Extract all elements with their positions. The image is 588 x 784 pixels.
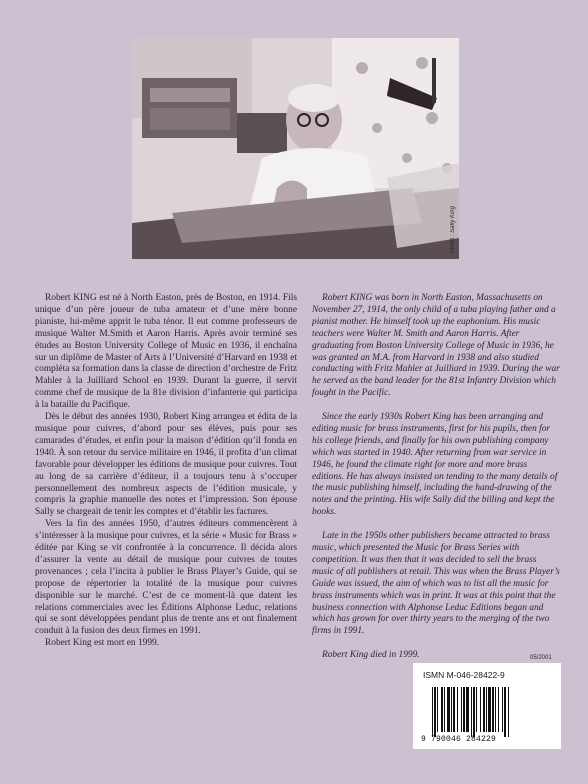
barcode-block [413, 663, 561, 749]
english-paragraph: Robert KING was born in North Easton, Massachusetts on November 27, 1914, the only child of a tuba playing father and a pianist mother. He himself took up the euphonium. His music teachers were Walter M. Smith and Aaron Harris. After graduating from Boston University College of Music in 1936, he was granted an M.A. from Harvard in 1938 and also studied conducting with Fritz Mahler at Juilliard in 1939. During the war he served as the band leader for the 81st Infantry Division which fought in the Pacific. [312, 293, 560, 399]
french-paragraph: Robert KING est né à North Easton, près de Boston, en 1914. Fils unique d’un père joueur de tuba amateur et d’une mère bonne pianiste, lui-même apprit le tuba ténor. Il eut comme professeurs de musique Walter M.Smith et Aaron Harris. Après avoir terminé ses études au Boston University College of Music en 1936, il enchaîna sur un diplôme de Master of Arts à l’Université d’Harvard en 1938 et compléta sa formation dans la classe de direction d’orchestre de Fritz Mahler à la Juilliard School en 1939. Durant la guerre, il servit comme chef de musique de la 81e division d’infanterie qui participa à la bataille du Pacifique. [35, 293, 297, 411]
english-paragraph: Since the early 1930s Robert King has been arranging and editing music for brass instruments, first for his pupils, then for his college friends, and finally for his own publishing company which was started in 1940. After returning from war service in 1946, he found the climate right for more and more brass editions. He has always insisted on tending to the many details of the music publishing himself, including the hand-drawing of the notes and the printing. His wife Sally did the billing and kept the books. [312, 412, 558, 518]
barcode-digits: 9 790046 284229 [421, 735, 497, 744]
english-paragraph: Robert King died in 1999. [322, 650, 420, 661]
portrait-photo [132, 38, 459, 259]
english-biography [312, 293, 560, 674]
french-paragraph: Robert King est mort en 1999. [45, 638, 160, 649]
ismn-number: ISMN M-046-28422-9 [423, 670, 505, 680]
french-paragraph: Vers la fin des années 1950, d’autres éditeurs commencèrent à s’intéresser à la musique pour cuivres, et la série « Music for Brass » éditée par King se vit confrontée à la concurrence. Il décida alors d’assurer la vente au détail de musique pour cuivres de toutes provenances ; cela l’incita à publier le Brass Player’s Guide, qui se propose de répertorier la totalité de la musique pour cuivres disponible sur le marché. C’est de ce moment-là que datent les relations commerciales avec les Éditions Alphonse Leduc, relations qui se sont développées pendant plus de trente ans et ont finalement conduit à la fusion des deux firmes en 1991. [35, 519, 297, 637]
edition-date: 05/2001 [530, 655, 552, 661]
french-paragraph: Dès le début des années 1930, Robert King arrangea et édita de la musique pour cuivres, d’abord pour ses élèves, puis pour ses camarades d’études, et enfin pour la maison d’édition qu’il fonda en 1940. À son retour du service militaire en 1946, il profita d’un climat favorable pour développer les éditions de musique pour cuivres. Tout au long de sa carrière d’éditeur, il a toujours tenu à s’occuper personnellement des nombreux aspects de l’édition musicale, y compris la graphie manuelle des notes et l’impression. Son épouse Sally se chargeait de tenir les comptes et d’établir les factures. [35, 412, 297, 518]
french-biography [35, 293, 297, 650]
photo-credit: Photo : Sally King [450, 205, 456, 253]
barcode-icon [432, 687, 544, 737]
english-paragraph: Late in the 1950s other publishers became attracted to brass music, which presented the Music for Brass Series with competition. It was then that it was decided to sell the brass music of all publishers at retail. This was when the Brass Player’s Guide was issued, the aim of which was to list all the music for brass instruments which was in print. It was at this point that the business connection with Alphonse Leduc Editions began and which has grown for over thirty years to the merging of the two firms in 1991. [312, 531, 560, 637]
portrait-illustration [132, 38, 459, 259]
